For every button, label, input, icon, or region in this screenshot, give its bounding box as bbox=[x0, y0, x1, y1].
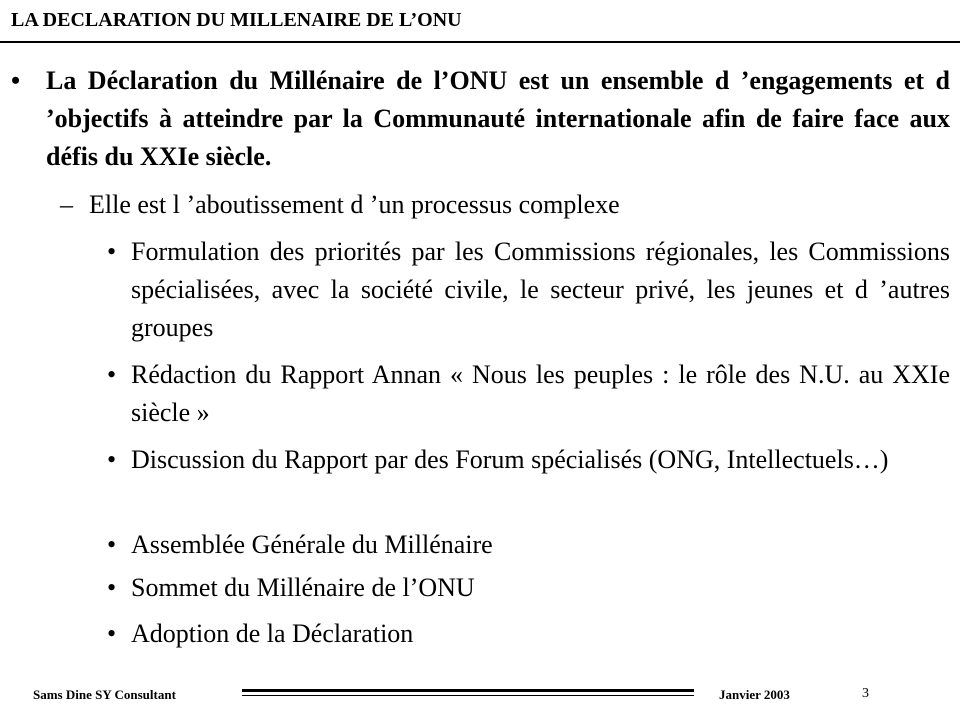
step-text: Sommet du Millénaire de l’ONU bbox=[131, 573, 475, 602]
sub-bullet bbox=[0, 186, 960, 224]
list-item bbox=[0, 441, 960, 517]
list-item bbox=[0, 615, 960, 653]
step-text: Discussion du Rapport par des Forum spécialisés (ONG, Intellectuels…) bbox=[131, 445, 889, 474]
step-bullet-marker: • bbox=[107, 360, 117, 389]
step-bullet-marker: • bbox=[107, 573, 117, 602]
step-text: Rédaction du Rapport Annan « Nous les peuples : le rôle des N.U. au XXIe siècle » bbox=[131, 360, 950, 427]
list-item bbox=[0, 569, 960, 607]
sub-bullet-text: Elle est l ’aboutissement d ’un processus complexe bbox=[89, 190, 620, 219]
step-bullet-marker: • bbox=[107, 530, 117, 559]
step-text: Assemblée Générale du Millénaire bbox=[131, 530, 493, 559]
step-bullet-marker: • bbox=[107, 445, 117, 474]
title-divider bbox=[0, 41, 960, 43]
footer-author: Sams Dine SY Consultant bbox=[33, 687, 176, 702]
sub-bullet-marker: – bbox=[60, 190, 73, 219]
slide-title: LA DECLARATION DU MILLENAIRE DE L’ONU bbox=[11, 9, 462, 31]
footer-date: Janvier 2003 bbox=[719, 687, 790, 702]
list-item bbox=[0, 526, 960, 564]
step-text: Formulation des priorités par les Commissions régionales, les Commissions spécialisées, avec la société civile, le secteur privé, les jeunes et d ’autres groupes bbox=[131, 237, 950, 342]
main-bullet-marker: • bbox=[11, 66, 21, 95]
list-item bbox=[0, 233, 960, 347]
step-bullet-marker: • bbox=[107, 619, 117, 648]
list-item bbox=[0, 356, 960, 432]
footer-divider-thick bbox=[242, 689, 694, 692]
main-bullet bbox=[0, 62, 960, 176]
footer-divider-thin bbox=[242, 695, 694, 696]
main-bullet-text: La Déclaration du Millénaire de l’ONU est un ensemble d ’engagements et d ’objectifs à atteindre par la Communauté internationale afin de faire face aux défis du XXIe siècle. bbox=[46, 66, 950, 171]
step-bullet-marker: • bbox=[107, 237, 117, 266]
step-text: Adoption de la Déclaration bbox=[131, 619, 414, 648]
page-number: 3 bbox=[862, 686, 869, 701]
